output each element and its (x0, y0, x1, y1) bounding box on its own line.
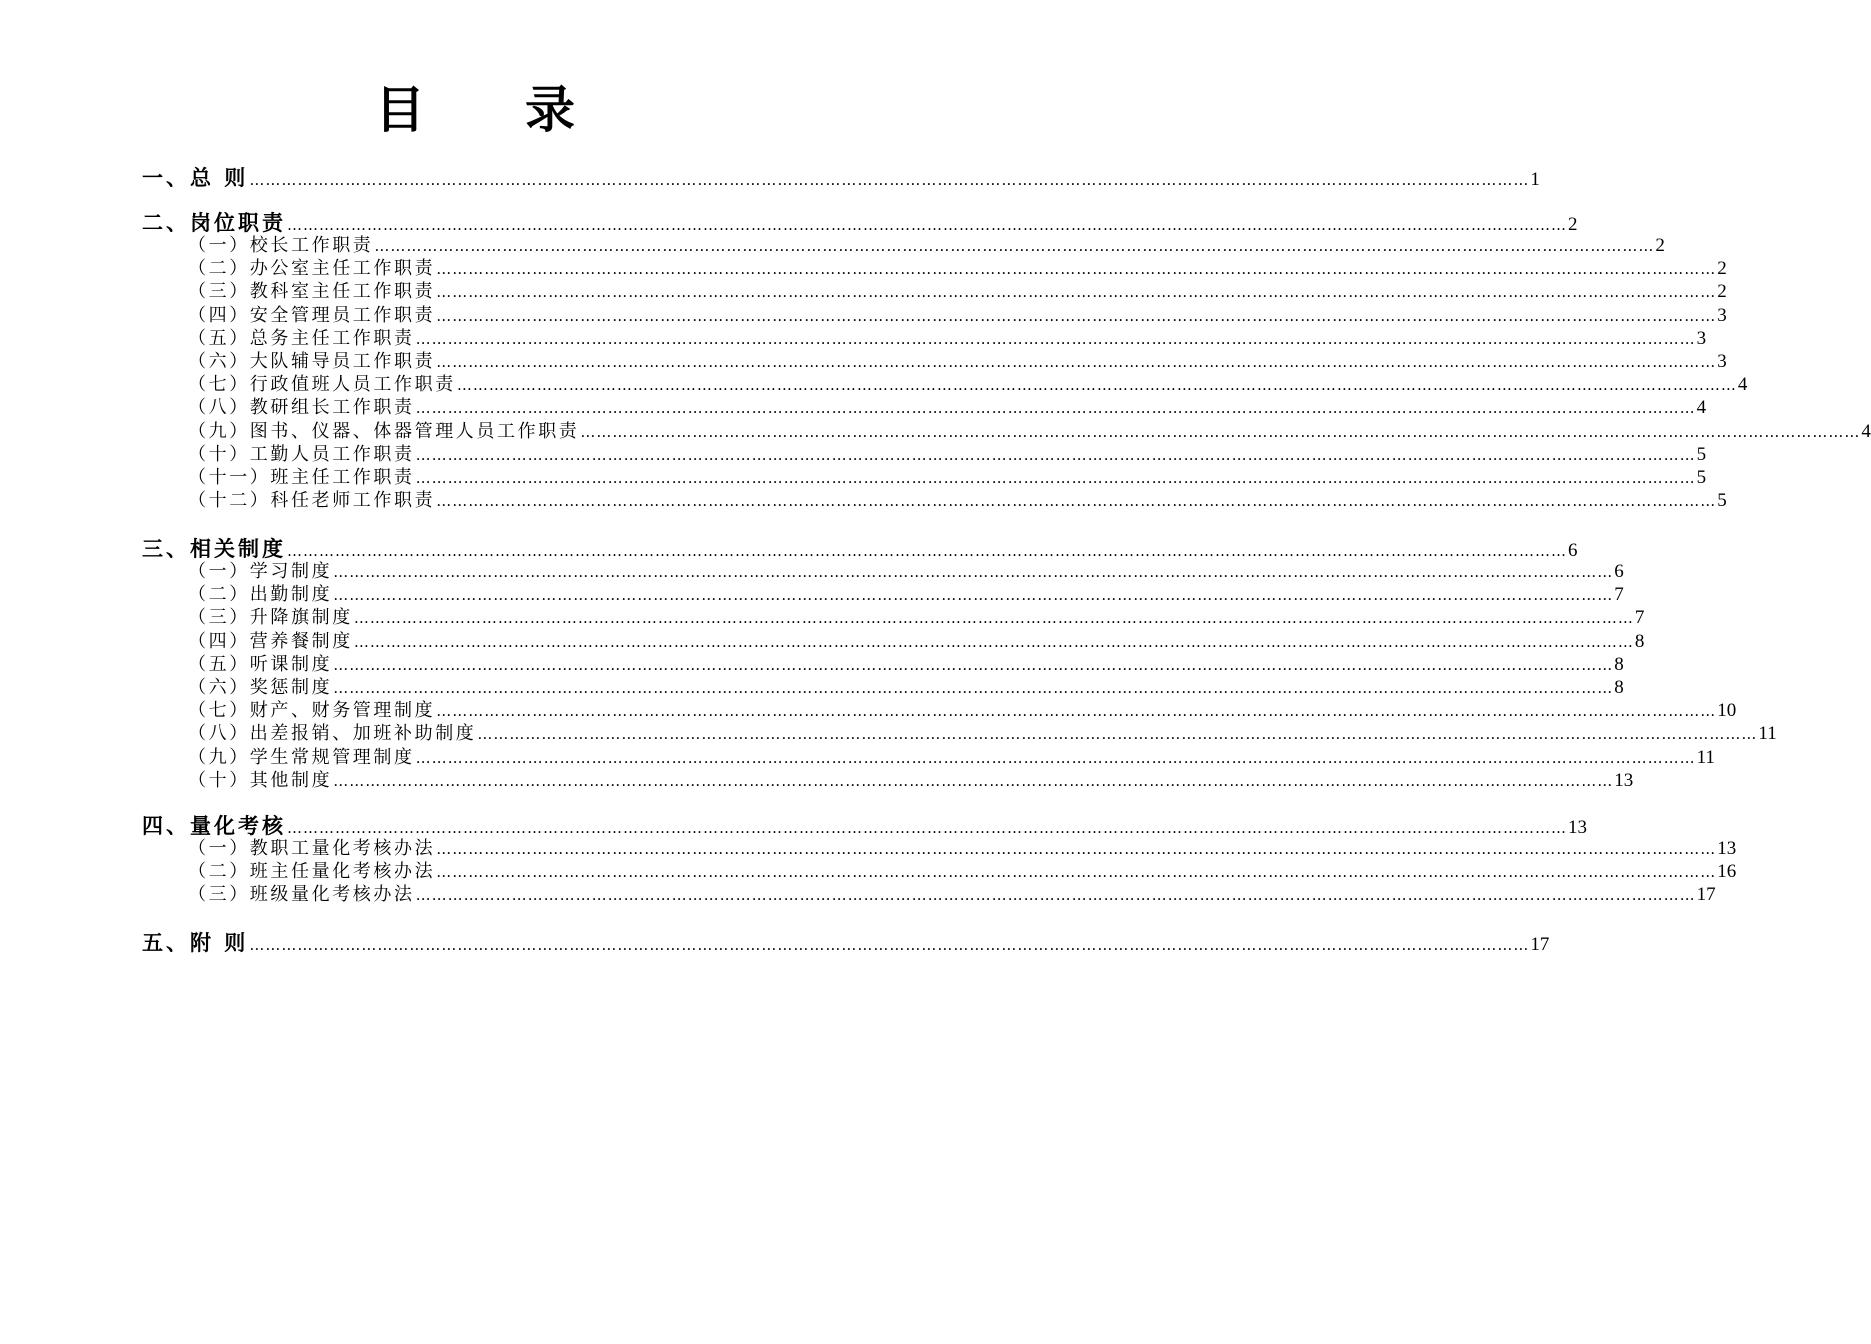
toc-subsection-label: （六）大队辅导员工作职责 (188, 351, 436, 372)
toc-page-number: 16 (1717, 861, 1737, 883)
toc-dot-leader: …………………………………………………………………………………………………………………………………………………………………………………………………………………… (415, 748, 1696, 767)
toc-section-label: 三、相关制度 (142, 537, 286, 561)
toc-subsection-label: （十一）班主任工作职责 (188, 467, 415, 488)
toc-subsection[interactable] (188, 370, 1748, 396)
toc-page-number: 3 (1717, 351, 1727, 372)
toc-subsection-label: （十）工勤人员工作职责 (188, 443, 415, 465)
toc-subsection-label: （八）出差报销、加班补助制度 (188, 723, 477, 745)
toc-page-number: 8 (1614, 677, 1624, 698)
toc-page-number: 6 (1614, 561, 1624, 582)
toc-subsection-label: （二）班主任量化考核办法 (188, 861, 436, 883)
toc-dot-leader: …………………………………………………………………………………………………………………………………………………………………………………………………………………… (580, 422, 1861, 441)
toc-section-label: 二、岗位职责 (142, 211, 286, 235)
toc-subsection[interactable] (188, 231, 1665, 257)
toc-page-number: 7 (1614, 584, 1624, 606)
toc-subsection-label: （二）出勤制度 (188, 584, 333, 606)
toc-dot-leader: …………………………………………………………………………………………………………………………………………………………………………………………………………………… (353, 632, 1634, 651)
toc-page-number: 13 (1717, 838, 1737, 859)
toc-dot-leader: …………………………………………………………………………………………………………………………………………………………………………………………………………………… (287, 216, 1567, 234)
toc-page-number: 17 (1696, 884, 1716, 906)
toc-dot-leader: …………………………………………………………………………………………………………………………………………………………………………………………………………………… (287, 819, 1567, 837)
toc-dot-leader: …………………………………………………………………………………………………………………………………………………………………………………………………………………… (477, 725, 1758, 744)
toc-subsection[interactable] (188, 580, 1624, 606)
toc-page-number: 6 (1568, 540, 1578, 561)
toc-page-number: 13 (1614, 769, 1634, 791)
toc-subsection[interactable] (188, 557, 1624, 583)
toc-dot-leader: …………………………………………………………………………………………………………………………………………………………………………………………………………………… (415, 399, 1696, 418)
toc-subsection-label: （一）教职工量化考核办法 (188, 838, 436, 859)
toc-subsection[interactable] (188, 743, 1715, 769)
toc-dot-leader: …………………………………………………………………………………………………………………………………………………………………………………………………………………… (415, 469, 1696, 487)
toc-dot-leader: …………………………………………………………………………………………………………………………………………………………………………………………………………………… (436, 353, 1717, 371)
toc-subsection[interactable] (188, 417, 1871, 443)
page-title-char-2: 录 (525, 81, 575, 139)
toc-page-number: 5 (1696, 443, 1707, 465)
toc-subsection[interactable] (188, 463, 1707, 489)
toc-page-number: 13 (1568, 817, 1587, 838)
toc-dot-leader: …………………………………………………………………………………………………………………………………………………………………………………………………………………… (415, 329, 1696, 348)
toc-subsection-label: （三）班级量化考核办法 (188, 884, 415, 906)
toc-subsection-label: （七）行政值班人员工作职责 (188, 374, 456, 396)
toc-subsection[interactable] (188, 486, 1727, 512)
toc-subsection[interactable] (188, 650, 1624, 676)
toc-subsection[interactable] (188, 393, 1707, 419)
toc-subsection[interactable] (188, 766, 1634, 792)
toc-page-number: 2 (1568, 214, 1578, 235)
toc-page-number: 2 (1717, 281, 1727, 303)
toc-subsection[interactable] (188, 696, 1737, 722)
toc-subsection-label: （三）教科室主任工作职责 (188, 281, 436, 303)
toc-page-number: 11 (1758, 723, 1777, 745)
toc-page-number: 10 (1717, 700, 1737, 722)
toc-page-number: 1 (1530, 169, 1540, 190)
toc-page-number: 17 (1530, 934, 1550, 955)
page-title-char-1: 目 (375, 81, 425, 139)
toc-subsection-label: （四）营养餐制度 (188, 630, 353, 652)
toc-page-number: 4 (1696, 397, 1707, 419)
toc-subsection[interactable] (188, 834, 1737, 860)
toc-subsection[interactable] (188, 324, 1707, 350)
toc-page-number: 4 (1861, 420, 1871, 442)
toc-dot-leader: …………………………………………………………………………………………………………………………………………………………………………………………………………………… (333, 771, 1614, 790)
toc-subsection[interactable] (188, 627, 1645, 653)
toc-section-label: 四、量化考核 (142, 814, 286, 838)
toc-subsection[interactable] (188, 440, 1707, 466)
toc-subsection-label: （二）办公室主任工作职责 (188, 258, 436, 280)
toc-page-number: 5 (1717, 490, 1727, 512)
toc-subsection-label: （三）升降旗制度 (188, 607, 353, 629)
toc-page-number: 3 (1717, 304, 1727, 326)
toc-dot-leader: …………………………………………………………………………………………………………………………………………………………………………………………………………………… (436, 840, 1717, 858)
toc-subsection[interactable] (188, 603, 1645, 629)
toc-subsection-label: （八）教研组长工作职责 (188, 397, 415, 419)
toc-subsection-label: （四）安全管理员工作职责 (188, 304, 436, 326)
toc-dot-leader: …………………………………………………………………………………………………………………………………………………………………………………………………………………… (287, 542, 1567, 560)
toc-subsection[interactable] (188, 277, 1727, 303)
toc-section[interactable] (142, 162, 1540, 192)
toc-dot-leader: …………………………………………………………………………………………………………………………………………………………………………………………………………………… (333, 586, 1614, 605)
toc-page-number: 3 (1696, 327, 1707, 349)
toc-section-label: 一、总 则 (142, 166, 249, 190)
toc-dot-leader: …………………………………………………………………………………………………………………………………………………………………………………………………………………… (456, 376, 1737, 395)
toc-page-number: 2 (1655, 235, 1665, 256)
toc-subsection-label: （七）财产、财务管理制度 (188, 700, 436, 722)
toc-dot-leader: …………………………………………………………………………………………………………………………………………………………………………………………………………………… (333, 563, 1614, 581)
toc-subsection-label: （十二）科任老师工作职责 (188, 490, 436, 512)
toc-page-number: 5 (1696, 467, 1707, 488)
toc-dot-leader: …………………………………………………………………………………………………………………………………………………………………………………………………………………… (374, 237, 1655, 255)
toc-dot-leader: …………………………………………………………………………………………………………………………………………………………………………………………………………………… (436, 492, 1717, 511)
toc-dot-leader: …………………………………………………………………………………………………………………………………………………………………………………………………………………… (333, 655, 1614, 674)
toc-subsection-label: （六）奖惩制度 (188, 677, 333, 698)
toc-dot-leader: …………………………………………………………………………………………………………………………………………………………………………………………………………………… (415, 886, 1696, 905)
toc-dot-leader: …………………………………………………………………………………………………………………………………………………………………………………………………………………… (249, 936, 1530, 954)
toc-dot-leader: …………………………………………………………………………………………………………………………………………………………………………………………………………………… (333, 679, 1614, 697)
toc-subsection[interactable] (188, 673, 1624, 699)
toc-dot-leader: …………………………………………………………………………………………………………………………………………………………………………………………………………………… (249, 171, 1530, 189)
toc-subsection-label: （五）总务主任工作职责 (188, 327, 415, 349)
toc-subsection[interactable] (188, 857, 1737, 883)
toc-section-label: 五、附 则 (142, 931, 249, 955)
toc-section[interactable] (142, 927, 1550, 957)
toc-page-number: 11 (1696, 746, 1715, 768)
toc-dot-leader: …………………………………………………………………………………………………………………………………………………………………………………………………………………… (436, 863, 1717, 882)
toc-dot-leader: …………………………………………………………………………………………………………………………………………………………………………………………………………………… (436, 260, 1717, 279)
toc-dot-leader: …………………………………………………………………………………………………………………………………………………………………………………………………………………… (353, 609, 1634, 628)
toc-subsection[interactable] (188, 301, 1727, 327)
toc-subsection-label: （九）图书、仪器、体器管理人员工作职责 (188, 420, 580, 442)
toc-subsection-label: （十）其他制度 (188, 769, 333, 791)
toc-page-number: 2 (1717, 258, 1727, 280)
toc-dot-leader: …………………………………………………………………………………………………………………………………………………………………………………………………………………… (436, 306, 1717, 325)
toc-subsection-label: （五）听课制度 (188, 653, 333, 675)
toc-page-number: 8 (1634, 630, 1645, 652)
toc-subsection-label: （九）学生常规管理制度 (188, 746, 415, 768)
toc-subsection[interactable] (188, 254, 1727, 280)
toc-subsection[interactable] (188, 880, 1716, 906)
toc-subsection[interactable] (188, 347, 1727, 373)
toc-page-number: 7 (1634, 607, 1645, 629)
toc-dot-leader: …………………………………………………………………………………………………………………………………………………………………………………………………………………… (415, 445, 1696, 464)
toc-page-number: 8 (1614, 653, 1624, 675)
toc-page-number: 4 (1737, 374, 1748, 396)
toc-subsection[interactable] (188, 719, 1777, 745)
toc-dot-leader: …………………………………………………………………………………………………………………………………………………………………………………………………………………… (436, 702, 1717, 721)
toc-dot-leader: …………………………………………………………………………………………………………………………………………………………………………………………………………………… (436, 283, 1717, 302)
toc-subsection-label: （一）校长工作职责 (188, 235, 374, 256)
toc-subsection-label: （一）学习制度 (188, 561, 333, 582)
